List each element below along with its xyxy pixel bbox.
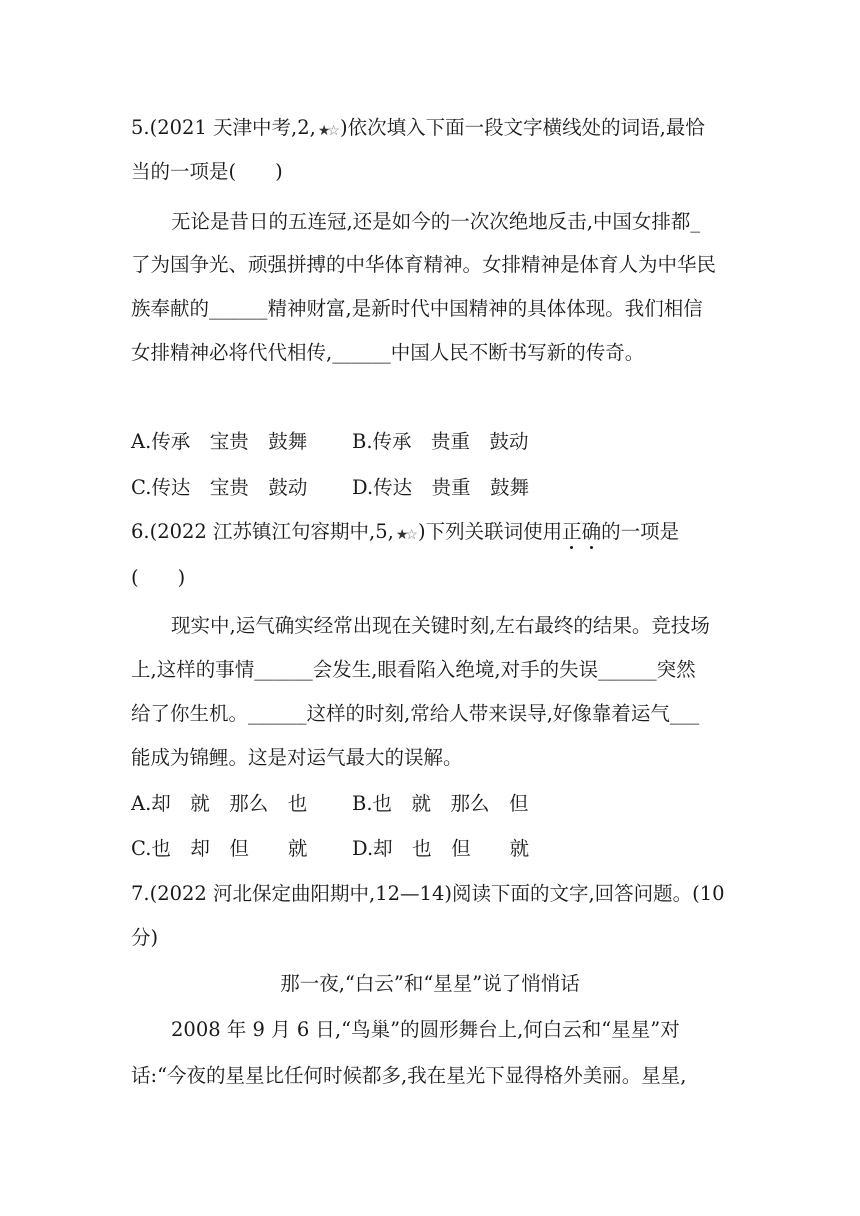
q7-stem-line2: 分) bbox=[131, 926, 159, 949]
q5-prefix: 5.(2021 天津中考,2, bbox=[131, 116, 316, 139]
emphasis-char: 正 bbox=[562, 520, 582, 543]
filled-star-icon: ★ bbox=[395, 527, 409, 543]
q5-passage-line: 了为国争光、顽强拼搏的中华体育精神。女排精神是体育人为中华民 bbox=[131, 253, 717, 276]
q5-option-d: D.传达 贵重 鼓舞 bbox=[352, 476, 530, 499]
q7-passage-line: 话:“今夜的星星比任何时候都多,我在星光下显得格外美丽。星星, bbox=[131, 1064, 687, 1087]
q6-stem-line2: ( ) bbox=[131, 566, 186, 589]
q5-options-row2 bbox=[131, 476, 529, 499]
q6-passage-line: 能成为锦鲤。这是对运气最大的误解。 bbox=[131, 746, 463, 769]
q5-suffix: )依次填入下面一段文字横线处的词语,最恰 bbox=[339, 116, 705, 139]
q5-stem-line1 bbox=[131, 116, 705, 140]
q5-passage-line: 女排精神必将代代相传,______中国人民不断书写新的传奇。 bbox=[131, 341, 645, 364]
q6-stem-line1 bbox=[131, 520, 679, 544]
q5-options-row1 bbox=[131, 430, 529, 453]
q5-passage-line: 无论是昔日的五连冠,还是如今的一次次绝地反击,中国女排都_ bbox=[171, 210, 701, 233]
q6-options-row1 bbox=[131, 792, 529, 815]
difficulty-stars bbox=[318, 117, 340, 140]
q6-passage-line: 给了你生机。______这样的时刻,常给人带来误导,好像靠着运气___ bbox=[131, 702, 700, 725]
q6-options-row2 bbox=[131, 837, 529, 860]
outline-star-icon: ☆ bbox=[327, 123, 340, 139]
q6-option-c: C.也 却 但 就 bbox=[131, 837, 308, 860]
filled-star-icon: ★ bbox=[317, 123, 331, 139]
q6-prefix: 6.(2022 江苏镇江句容期中,5, bbox=[131, 520, 394, 543]
q7-passage-line: 2008 年 9 月 6 日,“鸟巢”的圆形舞台上,何白云和“星星”对 bbox=[171, 1018, 680, 1041]
q6-option-b: B.也 就 那么 但 bbox=[352, 792, 529, 815]
q6-suffix-a: )下列关联词使用 bbox=[417, 520, 563, 543]
q5-stem-line2: 当的一项是( ) bbox=[131, 160, 283, 183]
q5-passage-line: 族奉献的______精神财富,是新时代中国精神的具体体现。我们相信 bbox=[131, 297, 703, 320]
q5-option-b: B.传承 贵重 鼓动 bbox=[352, 430, 529, 453]
q5-option-a: A.传承 宝贵 鼓舞 bbox=[131, 430, 308, 453]
q7-article-title: 那一夜,“白云”和“星星”说了悄悄话 bbox=[280, 972, 580, 995]
outline-star-icon: ☆ bbox=[405, 527, 418, 543]
q6-passage-line: 上,这样的事情______会发生,眼看陷入绝境,对手的失误______突然 bbox=[131, 658, 696, 681]
emphasis-char: 确 bbox=[581, 520, 602, 543]
q6-option-d: D.却 也 但 就 bbox=[352, 837, 530, 860]
q6-option-a: A.却 就 那么 也 bbox=[131, 792, 308, 815]
q6-suffix-b: 的一项是 bbox=[601, 520, 680, 543]
q5-option-c: C.传达 宝贵 鼓动 bbox=[131, 476, 308, 499]
q6-passage-line: 现实中,运气确实经常出现在关键时刻,左右最终的结果。竞技场 bbox=[171, 614, 710, 637]
difficulty-stars bbox=[396, 521, 418, 544]
q7-stem-line1: 7.(2022 河北保定曲阳期中,12—14)阅读下面的文字,回答问题。(10 bbox=[131, 882, 725, 905]
